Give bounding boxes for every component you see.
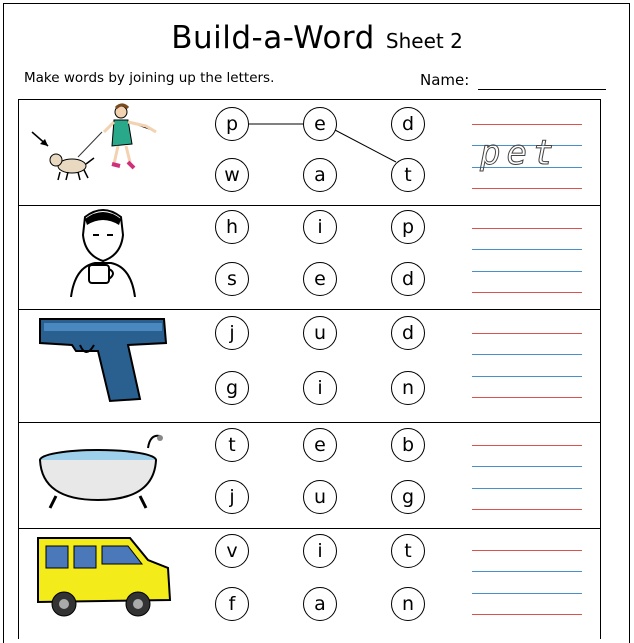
letter-circle[interactable]: v (215, 534, 249, 568)
name-label: Name: (420, 71, 470, 89)
van-icon (34, 530, 174, 622)
letter-circle[interactable]: n (391, 587, 425, 621)
letter-circle[interactable]: n (391, 371, 425, 405)
letter-circle[interactable]: i (303, 210, 337, 244)
letter-circle[interactable]: b (391, 428, 425, 462)
letter-circle[interactable]: e (303, 428, 337, 462)
letter-circle[interactable]: j (215, 316, 249, 350)
letter-circle[interactable]: g (215, 371, 249, 405)
letter-circle[interactable]: u (303, 316, 337, 350)
example-word: pet (480, 133, 560, 173)
letter-circle[interactable]: p (391, 210, 425, 244)
letter-circle[interactable]: u (303, 480, 337, 514)
title-main: Build-a-Word (171, 20, 375, 56)
letter-circle[interactable]: e (303, 107, 337, 141)
instructions: Make words by joining up the letters. (24, 70, 275, 86)
letter-circle[interactable]: h (215, 210, 249, 244)
letter-circle[interactable]: s (215, 262, 249, 296)
letter-circle[interactable]: i (303, 371, 337, 405)
letter-circle[interactable]: i (303, 534, 337, 568)
letter-circle[interactable]: t (391, 158, 425, 192)
letter-circle[interactable]: w (215, 158, 249, 192)
gun-icon (36, 315, 172, 405)
letter-circle[interactable]: f (215, 587, 249, 621)
letter-circle[interactable]: a (303, 158, 337, 192)
title-subtitle: Sheet 2 (385, 29, 463, 53)
letter-circle[interactable]: d (391, 316, 425, 350)
bathtub-icon (36, 430, 171, 515)
letter-circle[interactable]: t (391, 534, 425, 568)
letter-circle[interactable]: d (391, 262, 425, 296)
letter-circle[interactable]: a (303, 587, 337, 621)
letter-circle[interactable]: p (215, 107, 249, 141)
letter-circle[interactable]: d (391, 107, 425, 141)
man-drinking-icon (65, 205, 140, 297)
letter-circle[interactable]: e (303, 262, 337, 296)
letter-circle[interactable]: t (215, 428, 249, 462)
letter-circle[interactable]: j (215, 480, 249, 514)
letter-circle[interactable]: g (391, 480, 425, 514)
